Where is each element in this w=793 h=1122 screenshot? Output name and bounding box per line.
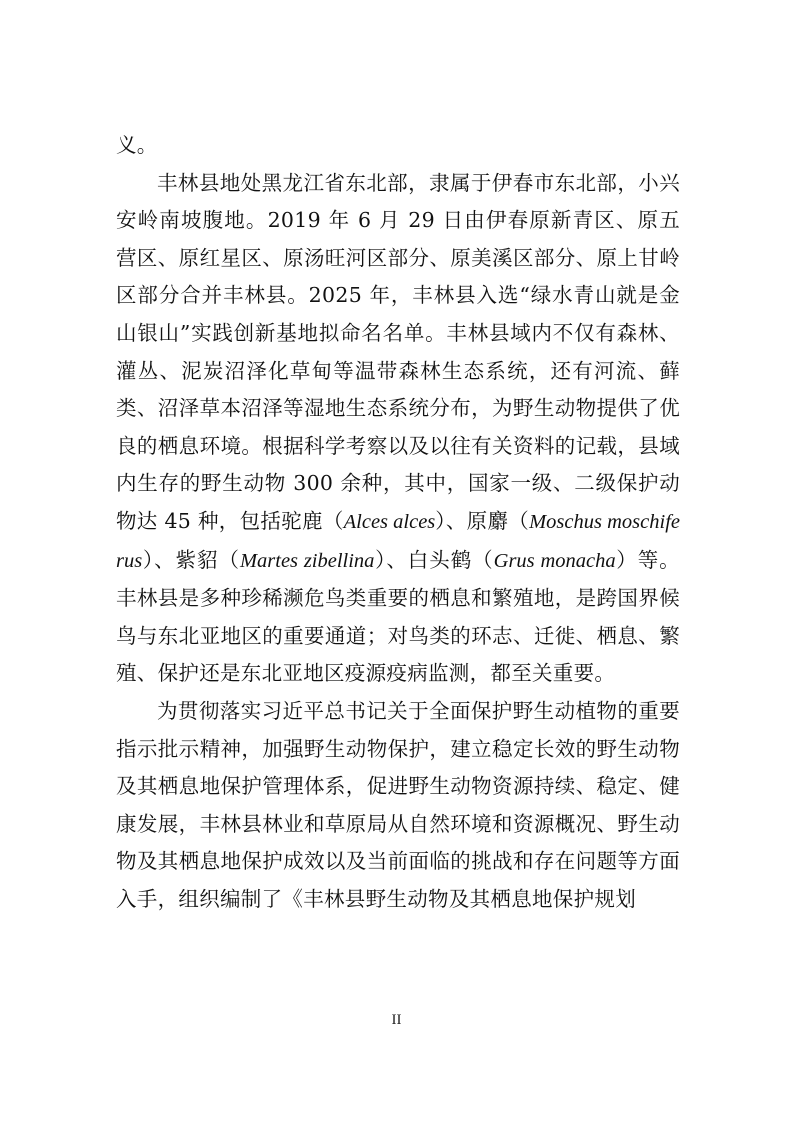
- paragraph-2-text-1: 丰林县地处黑龙江省东北部，隶属于伊春市东北部，小兴安岭南坡腹地。2019 年 6 月 29 日由伊春原新青区、原五营区、原红星区、原汤旺河区部分、原美溪区部分、原上甘岭区部分合并丰林县。2025 年，丰林县入选“绿水青山就是金山银山”实践创新基地拟命名名单。丰林县域内不仅有森林、灌丛、泥炭沼泽化草甸等温带森林生态系统，还有河流、藓类、沼泽草本沼泽等湿地生态系统分布，为野生动物提供了优良的栖息环境。根据科学考察以及以往有关资料的记载，县域内生存的野生动物 300 余种，其中，国家一级、二级保护动物达 45 种，包括驼鹿（: [116, 170, 680, 533]
- body-text: [116, 127, 680, 918]
- paragraph-2-text-3: ）、紫貂（: [142, 547, 240, 572]
- species-name-grus: Grus monacha: [493, 549, 616, 572]
- paragraph-2: [116, 165, 680, 693]
- paragraph-2-text-4: ）、白头鹤（: [374, 547, 494, 572]
- paragraph-2-text-5: ）等。丰林县是多种珍稀濒危鸟类重要的栖息和繁殖地，是跨国界候鸟与东北亚地区的重要通道；对鸟类的环志、迁徙、栖息、繁殖、保护还是东北亚地区疫源疫病监测，都至关重要。: [116, 547, 680, 686]
- paragraph-2-text-2: ）、原麝（: [435, 508, 530, 533]
- page-number: II: [391, 1012, 402, 1028]
- species-name-moschus: Moschus moschiferus: [116, 510, 680, 572]
- paragraph-1-text: 义。: [116, 133, 158, 157]
- paragraph-3: [116, 693, 680, 919]
- species-name-alces: Alces alces: [343, 510, 436, 533]
- species-name-martes: Martes zibellina: [239, 549, 375, 572]
- paragraph-1: [116, 127, 680, 165]
- paragraph-3-text: 为贯彻落实习近平总书记关于全面保护野生动植物的重要指示批示精神，加强野生动物保护，建立稳定长效的野生动物及其栖息地保护管理体系，促进野生动物资源持续、稳定、健康发展，丰林县林业和草原局从自然环境和资源概况、野生动物及其栖息地保护成效以及当前面临的挑战和存在问题等方面入手，组织编制了《丰林县野生动物及其栖息地保护规划: [116, 698, 680, 911]
